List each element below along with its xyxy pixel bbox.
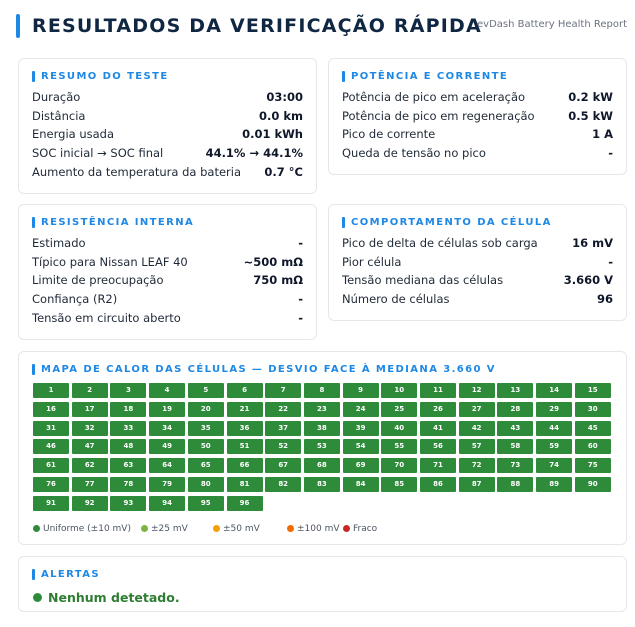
metric-value: 0.2 kW [568, 90, 613, 104]
section-accent [342, 217, 345, 228]
card-potencia [328, 58, 627, 175]
cell-tile: 35 [188, 421, 224, 436]
metric-row [32, 234, 303, 253]
metric-row [32, 107, 303, 126]
section-accent [32, 364, 35, 375]
cell-tile: 15 [575, 383, 611, 398]
cell-tile: 27 [459, 402, 495, 417]
metric-label: Potência de pico em regeneração [342, 108, 535, 123]
card-celula [328, 204, 627, 321]
metric-row [342, 144, 613, 163]
cell-tile: 79 [149, 477, 185, 492]
cell-tile: 34 [149, 421, 185, 436]
card-alertas [18, 556, 627, 612]
cell-tile: 29 [536, 402, 572, 417]
cell-tile: 93 [110, 496, 146, 511]
cell-tile: 9 [343, 383, 379, 398]
cell-tile: 22 [265, 402, 301, 417]
metric-label: Típico para Nissan LEAF 40 [32, 254, 188, 269]
metric-value: 0.7 °C [264, 164, 303, 179]
cell-tile: 82 [265, 477, 301, 492]
cell-tile: 77 [72, 477, 108, 492]
cell-tile: 2 [72, 383, 108, 398]
metric-row [32, 271, 303, 290]
metric-value: - [298, 292, 303, 307]
cell-tile: 45 [575, 421, 611, 436]
metric-value: 1 A [592, 127, 613, 142]
section-accent [342, 71, 345, 82]
metric-value: ~500 mΩ [243, 254, 303, 269]
cell-tile: 60 [575, 439, 611, 454]
metric-label: Pico de delta de células sob carga [342, 236, 538, 250]
cell-tile: 4 [149, 383, 185, 398]
metric-value: 750 mΩ [253, 273, 303, 288]
metric-value: 16 mV [572, 236, 613, 250]
cell-tile: 6 [227, 383, 263, 398]
legend-label: Uniforme (±10 mV) [43, 524, 131, 534]
legend-label: ±50 mV [223, 524, 260, 534]
cell-tile: 69 [343, 458, 379, 473]
cell-tile: 78 [110, 477, 146, 492]
cell-tile: 84 [343, 477, 379, 492]
metric-label: Energia usada [32, 127, 115, 142]
cell-tile: 32 [72, 421, 108, 436]
card-resumo [18, 58, 317, 194]
cell-tile: 31 [33, 421, 69, 436]
metric-row [32, 125, 303, 144]
cell-tile: 95 [188, 496, 224, 511]
metric-label: Estimado [32, 236, 86, 250]
cell-tile: 7 [265, 383, 301, 398]
metric-row [32, 253, 303, 272]
legend-item [33, 523, 131, 535]
section-accent [32, 569, 35, 580]
metric-label: Queda de tensão no pico [342, 146, 486, 161]
cell-tile: 33 [110, 421, 146, 436]
cell-tile: 71 [420, 458, 456, 473]
cell-tile: 96 [227, 496, 263, 511]
cell-tile: 51 [227, 439, 263, 454]
metric-row [342, 253, 613, 272]
legend-item [213, 523, 260, 535]
section-title: MAPA DE CALOR DAS CÉLULAS — DESVIO FACE À MEDIANA 3.660 V [41, 364, 496, 375]
section-title: RESUMO DO TESTE [41, 71, 169, 82]
metric-label: Distância [32, 108, 86, 123]
section-accent [32, 71, 35, 82]
cell-tile: 11 [420, 383, 456, 398]
metric-row [342, 107, 613, 126]
metric-row [32, 309, 303, 328]
legend-label: ±25 mV [151, 524, 188, 534]
cell-tile: 30 [575, 402, 611, 417]
cell-tile: 26 [420, 402, 456, 417]
cell-tile: 81 [227, 477, 263, 492]
legend-dot-icon [141, 525, 148, 532]
cell-tile: 57 [459, 439, 495, 454]
cell-tile: 10 [381, 383, 417, 398]
cell-tile: 73 [497, 458, 533, 473]
cell-tile: 19 [149, 402, 185, 417]
cell-tile: 20 [188, 402, 224, 417]
cell-tile: 42 [459, 421, 495, 436]
metric-row [342, 290, 613, 309]
cell-tile: 80 [188, 477, 224, 492]
legend-item [287, 523, 340, 535]
cell-tile: 44 [536, 421, 572, 436]
cell-tile: 74 [536, 458, 572, 473]
cell-tile: 25 [381, 402, 417, 417]
metric-list [32, 88, 303, 181]
metric-label: Número de células [342, 292, 450, 307]
metric-label: Tensão mediana das células [342, 273, 504, 288]
cell-tile: 43 [497, 421, 533, 436]
cell-tile: 91 [33, 496, 69, 511]
cell-tile: 90 [575, 477, 611, 492]
metric-label: Confiança (R2) [32, 292, 118, 307]
cell-tile: 47 [72, 439, 108, 454]
cell-tile: 88 [497, 477, 533, 492]
cell-tile: 50 [188, 439, 224, 454]
cell-tile: 92 [72, 496, 108, 511]
legend-item [343, 523, 377, 535]
legend-label: Fraco [353, 524, 378, 534]
legend-dot-icon [213, 525, 220, 532]
cell-tile: 41 [420, 421, 456, 436]
metric-row [342, 88, 613, 107]
cell-tile: 49 [149, 439, 185, 454]
cell-tile: 53 [304, 439, 340, 454]
cell-tile: 23 [304, 402, 340, 417]
metric-label: Potência de pico em aceleração [342, 90, 526, 104]
metric-row [32, 163, 303, 182]
card-resistencia [18, 204, 317, 340]
cell-tile: 54 [343, 439, 379, 454]
cell-tile: 75 [575, 458, 611, 473]
cell-tile: 59 [536, 439, 572, 454]
cell-tile: 28 [497, 402, 533, 417]
report-header [16, 13, 627, 39]
metric-value: 03:00 [266, 90, 303, 104]
metric-value: 96 [596, 292, 613, 307]
cell-tile: 1 [33, 383, 69, 398]
status-ok-icon [33, 593, 42, 602]
metric-label: Pico de corrente [342, 127, 436, 142]
cell-tile: 36 [227, 421, 263, 436]
alert-message: Nenhum detetado. [48, 590, 180, 605]
metric-row [32, 144, 303, 163]
cell-tile: 16 [33, 402, 69, 417]
header-accent-bar [16, 14, 20, 38]
metric-label: SOC inicial → SOC final [32, 146, 164, 161]
metric-value: 3.660 V [563, 273, 613, 288]
cell-tile: 8 [304, 383, 340, 398]
metric-row [32, 88, 303, 107]
cell-tile: 40 [381, 421, 417, 436]
section-title: POTÊNCIA E CORRENTE [351, 71, 509, 82]
metric-row [342, 125, 613, 144]
section-title: ALERTAS [41, 569, 100, 580]
legend-label: ±100 mV [297, 524, 340, 534]
cell-tile: 48 [110, 439, 146, 454]
cell-tile: 72 [459, 458, 495, 473]
metric-value: 0.0 km [258, 108, 303, 123]
metric-label: Pior célula [342, 254, 402, 269]
cell-tile: 17 [72, 402, 108, 417]
metric-label: Duração [32, 90, 81, 104]
cell-tile: 12 [459, 383, 495, 398]
cell-tile: 24 [343, 402, 379, 417]
metric-value: 0.5 kW [568, 108, 613, 123]
report-source: evDash Battery Health Report [477, 19, 627, 30]
metric-label: Tensão em circuito aberto [32, 310, 181, 325]
metric-row [32, 290, 303, 309]
cell-tile: 21 [227, 402, 263, 417]
card-heatmap [18, 351, 627, 545]
cell-tile: 58 [497, 439, 533, 454]
cell-tile: 63 [110, 458, 146, 473]
cell-tile: 76 [33, 477, 69, 492]
section-title: RESISTÊNCIA INTERNA [41, 217, 195, 228]
section-accent [32, 217, 35, 228]
legend-item [141, 523, 188, 535]
cell-tile: 5 [188, 383, 224, 398]
metric-row [342, 271, 613, 290]
cell-tile: 70 [381, 458, 417, 473]
cell-tile: 38 [304, 421, 340, 436]
cell-tile: 14 [536, 383, 572, 398]
cell-tile: 56 [420, 439, 456, 454]
cell-tile: 85 [381, 477, 417, 492]
metric-list [32, 234, 303, 327]
metric-value: - [298, 310, 303, 325]
metric-row [342, 234, 613, 253]
metric-value: - [608, 254, 613, 269]
metric-value: 44.1% → 44.1% [205, 146, 303, 161]
metric-label: Aumento da temperatura da bateria [32, 164, 241, 179]
metric-list [342, 88, 613, 163]
cell-tile: 37 [265, 421, 301, 436]
cell-tile: 62 [72, 458, 108, 473]
cell-tile: 89 [536, 477, 572, 492]
metric-list [342, 234, 613, 309]
alert-status [33, 590, 180, 606]
cell-tile: 83 [304, 477, 340, 492]
cell-tile: 61 [33, 458, 69, 473]
section-title: COMPORTAMENTO DA CÉLULA [351, 217, 552, 228]
cell-tile: 87 [459, 477, 495, 492]
cell-tile: 68 [304, 458, 340, 473]
cell-tile: 94 [149, 496, 185, 511]
metric-label: Limite de preocupação [32, 273, 164, 288]
metric-value: 0.01 kWh [242, 127, 303, 142]
cell-tile: 13 [497, 383, 533, 398]
cell-tile: 46 [33, 439, 69, 454]
cell-tile: 66 [227, 458, 263, 473]
metric-value: - [298, 236, 303, 250]
legend-dot-icon [33, 525, 40, 532]
legend-dot-icon [287, 525, 294, 532]
cell-tile: 55 [381, 439, 417, 454]
cell-tile: 64 [149, 458, 185, 473]
cell-tile: 18 [110, 402, 146, 417]
cell-tile: 65 [188, 458, 224, 473]
cell-tile: 67 [265, 458, 301, 473]
cell-tile: 86 [420, 477, 456, 492]
page-title: RESULTADOS DA VERIFICAÇÃO RÁPIDA [32, 15, 482, 37]
cell-tile: 52 [265, 439, 301, 454]
legend-dot-icon [343, 525, 350, 532]
cell-tile: 39 [343, 421, 379, 436]
metric-value: - [608, 146, 613, 161]
cell-tile: 3 [110, 383, 146, 398]
